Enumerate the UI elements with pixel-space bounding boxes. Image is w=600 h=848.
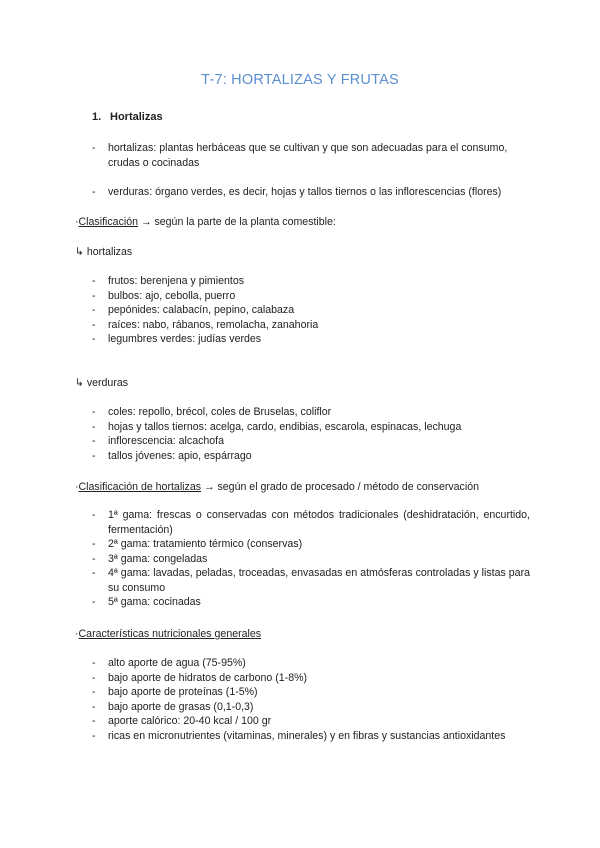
list-item: - bajo aporte de grasas (0,1-0,3): [92, 700, 530, 715]
list-item: - 2ª gama: tratamiento térmico (conservas): [92, 537, 530, 552]
list-item: - hojas y tallos tiernos: acelga, cardo, endibias, escarola, espinacas, lechuga: [92, 420, 530, 435]
clasificacion-hortalizas-heading: ·Clasificación de hortalizas → según el grado de procesado / método de conservación: [75, 481, 479, 493]
list-item: - verduras: órgano verdes, es decir, hojas y tallos tiernos o las inflorescencias (flores): [92, 185, 530, 200]
clasificacion-label: Clasificación: [78, 216, 138, 228]
verduras-group-label: ↳ verduras: [75, 377, 129, 389]
list-item: - 4ª gama: lavadas, peladas, troceadas, envasadas en atmósferas controladas y listas para su consumo: [92, 566, 530, 595]
list-item: - legumbres verdes: judías verdes: [92, 332, 530, 347]
list-item: - hortalizas: plantas herbáceas que se cultivan y que son adecuadas para el consumo, crudas o cocinadas: [92, 141, 530, 170]
section-heading-hortalizas: [92, 111, 163, 123]
section-label: Hortalizas: [110, 111, 163, 123]
verduras-list: [92, 405, 530, 463]
gamas-list: [92, 508, 530, 610]
list-item: - bajo aporte de hidratos de carbono (1-8%): [92, 671, 530, 686]
list-item: - ricas en micronutrientes (vitaminas, minerales) y en fibras y sustancias antioxidantes: [92, 729, 530, 744]
list-item: - 3ª gama: congeladas: [92, 552, 530, 567]
list-item: - inflorescencia: alcachofa: [92, 434, 530, 449]
list-item: - 5ª gama: cocinadas: [92, 595, 530, 610]
list-item: - pepónides: calabacín, pepino, calabaza: [92, 303, 530, 318]
list-item: - bulbos: ajo, cebolla, puerro: [92, 289, 530, 304]
clasificacion-hortalizas-label: Clasificación de hortalizas: [78, 481, 202, 493]
list-item: - tallos jóvenes: apio, espárrago: [92, 449, 530, 464]
caracteristicas-list: [92, 656, 530, 743]
list-item: - bajo aporte de proteínas (1-5%): [92, 685, 530, 700]
list-item: - alto aporte de agua (75-95%): [92, 656, 530, 671]
list-item: - frutos: berenjena y pimientos: [92, 274, 530, 289]
hortalizas-group-label: ↳ hortalizas: [75, 246, 133, 258]
caracteristicas-label: Características nutricionales generales: [78, 628, 262, 640]
definition-list: [92, 141, 530, 170]
hortalizas-list: [92, 274, 530, 347]
list-item: - raíces: nabo, rábanos, remolacha, zanahoria: [92, 318, 530, 333]
list-item: - aporte calórico: 20-40 kcal / 100 gr: [92, 714, 530, 729]
clasificacion-heading: ·Clasificación → según la parte de la planta comestible:: [75, 216, 336, 228]
list-item: - coles: repollo, brécol, coles de Bruselas, coliflor: [92, 405, 530, 420]
caracteristicas-heading: ·Características nutricionales generales: [75, 628, 262, 640]
list-item: - 1ª gama: frescas o conservadas con métodos tradicionales (deshidratación, encurtido, fermentación): [92, 508, 530, 537]
document-title: T-7: HORTALIZAS Y FRUTAS: [201, 72, 399, 88]
section-number: 1.: [92, 111, 102, 123]
definition-list-2: [92, 185, 530, 200]
